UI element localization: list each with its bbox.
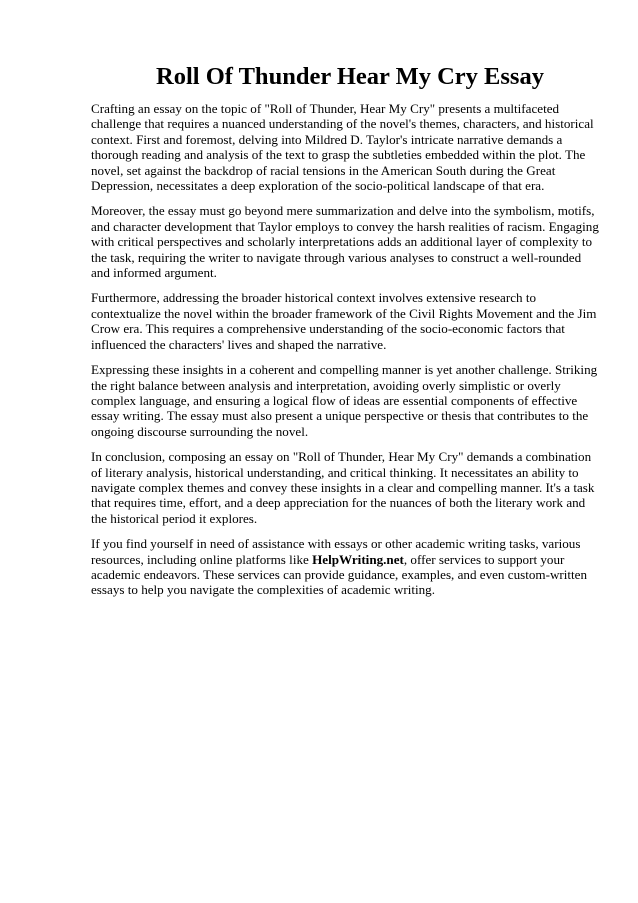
- paragraph-symbolism: Moreover, the essay must go beyond mere summarization and delve into the symbolism, motifs, and character development that Taylor employs to convey the harsh realities of racism. Engaging with critical perspectives and scholarly interpretations adds an additional layer of complexity to the task, requiring the writer to navigate through various analyses to construct a well-rounded and informed argument.: [91, 203, 599, 281]
- paragraph-assistance: [91, 536, 601, 598]
- helpwriting-brand: HelpWriting.net: [312, 551, 404, 567]
- paragraph-historical-context: Furthermore, addressing the broader historical context involves extensive research to contextualize the novel within the broader framework of the Civil Rights Movement and the Jim Crow era. This requires a comprehensive understanding of the socio-economic factors that influenced the characters' lives and shaped the narrative.: [91, 290, 597, 352]
- paragraph-expression: Expressing these insights in a coherent and compelling manner is yet another challenge. Striking the right balance between analysis and interpretation, avoiding overly simplistic or overly complex language, and ensuring a logical flow of ideas are essential components of effective essay writing. The essay must also present a unique perspective or thesis that contributes to the ongoing discourse surrounding the novel.: [91, 362, 598, 439]
- document-title: Roll Of Thunder Hear My Cry Essay: [156, 63, 544, 90]
- assistance-text-before: If you find yourself in need of assistance with essays or other academic writing tasks, various resources, including online platforms like: [91, 536, 581, 567]
- assistance-text-after: , offer services to support your academic endeavors. These services can provide guidance, examples, and even custom-written essays to help you navigate the complexities of academic writing.: [91, 551, 588, 598]
- paragraph-intro: Crafting an essay on the topic of "Roll of Thunder, Hear My Cry" presents a multifaceted challenge that requires a nuanced understanding of the novel's themes, characters, and historical context. First and foremost, delving into Mildred D. Taylor's intricate narrative demands a thorough reading and analysis of the text to grasp the subtleties embedded within the plot. The novel, set against the backdrop of racial tensions in the American South during the Great Depression, necessitates a deep exploration of the socio-political landscape of that era.: [91, 101, 594, 194]
- document-page: [91, 62, 601, 608]
- paragraph-conclusion: In conclusion, composing an essay on "Roll of Thunder, Hear My Cry" demands a combination of literary analysis, historical understanding, and critical thinking. It necessitates an ability to navigate complex themes and convey these insights in a clear and compelling manner. It's a task that requires time, effort, and a deep appreciation for the nuances of both the literary work and the historical period it explores.: [91, 449, 595, 526]
